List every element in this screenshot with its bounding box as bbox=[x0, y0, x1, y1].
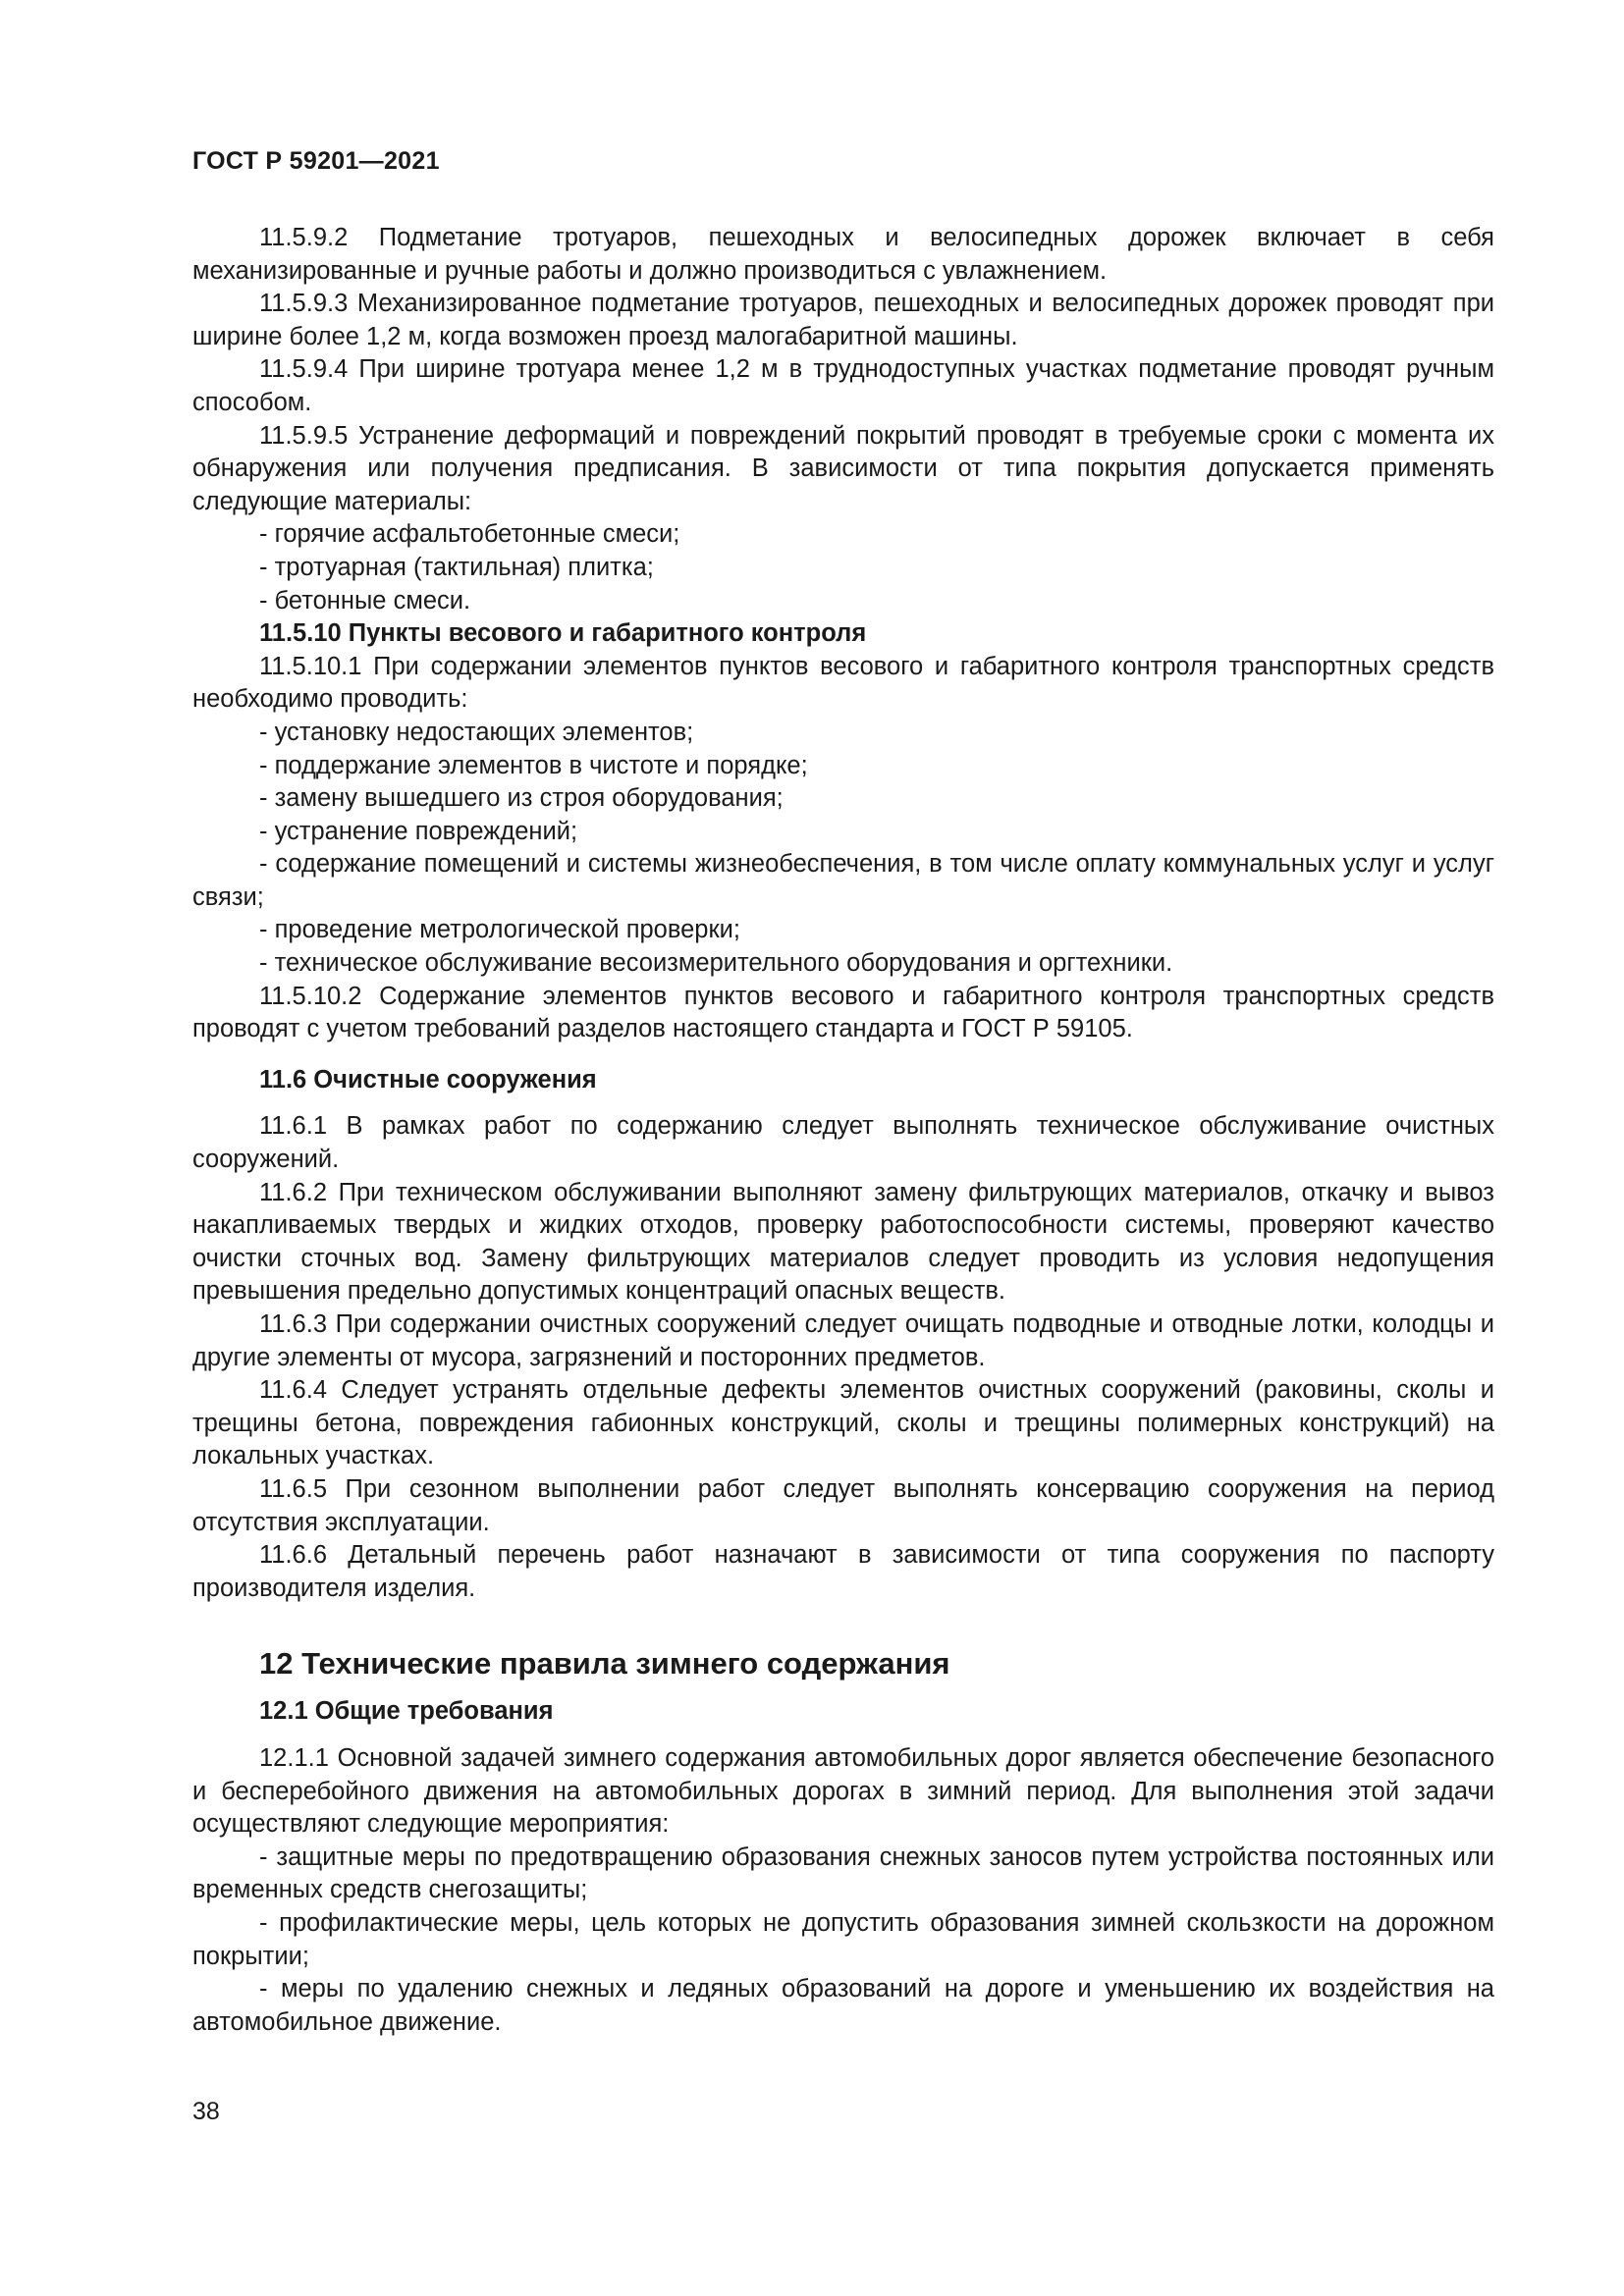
subsection-heading: 12.1 Общие требования bbox=[259, 1697, 554, 1726]
list-item: - защитные меры по предотвращению образования снежных заносов путем устройства постоянных или временных средств снегозащиты; bbox=[192, 1842, 1494, 1904]
paragraph: 11.6.4 Следует устранять отдельные дефекты элементов очистных сооружений (раковины, сколы и трещины бетона, повреждения габионных конструкций, сколы и трещины полимерных конструкций) на локальных участках. bbox=[192, 1376, 1494, 1470]
paragraph: 11.6.1 В рамках работ по содержанию следует выполнять техническое обслуживание очистных сооружений. bbox=[192, 1112, 1494, 1174]
list-item: - горячие асфальтобетонные смеси; bbox=[259, 520, 680, 549]
subsection-heading: 11.5.10 Пункты весового и габаритного контроля bbox=[259, 619, 867, 648]
paragraph: 11.5.9.2 Подметание тротуаров, пешеходных и велосипедных дорожек включает в себя механизированные и ручные работы и должно производиться с увлажнением. bbox=[192, 224, 1494, 285]
list-item: - тротуарная (тактильная) плитка; bbox=[259, 553, 654, 581]
list-item: - устранение повреждений; bbox=[259, 817, 578, 845]
list-item: - бетонные смеси. bbox=[259, 586, 471, 614]
list-item: - меры по удалению снежных и ледяных образований на дороге и уменьшению их воздействия на автомобильное движение. bbox=[192, 1975, 1494, 2036]
document-body bbox=[192, 222, 1494, 2039]
list-item: - профилактические меры, цель которых не допустить образования зимней скользкости на дорожном покрытии; bbox=[192, 1908, 1494, 1970]
paragraph: 11.5.9.3 Механизированное подметание тротуаров, пешеходных и велосипедных дорожек проводят при ширине более 1,2 м, когда возможен проезд малогабаритной машины. bbox=[192, 290, 1494, 350]
subsection-heading: 11.6 Очистные сооружения bbox=[259, 1065, 597, 1094]
paragraph: 11.6.6 Детальный перечень работ назначают в зависимости от типа сооружения по паспорту производителя изделия. bbox=[192, 1541, 1494, 1602]
paragraph: 11.6.3 При содержании очистных сооружений следует очищать подводные и отводные лотки, колодцы и другие элементы от мусора, загрязнений и посторонних предметов. bbox=[192, 1310, 1494, 1371]
page-number: 38 bbox=[192, 2098, 220, 2125]
list-item: - установку недостающих элементов; bbox=[259, 718, 694, 746]
section-heading: 12 Технические правила зимнего содержания bbox=[259, 1646, 950, 1682]
list-item: - поддержание элементов в чистоте и порядке; bbox=[259, 751, 808, 779]
list-item: - содержание помещений и системы жизнеобеспечения, в том числе оплату коммунальных услуг и услуг связи; bbox=[192, 850, 1494, 911]
list-item: - замену вышедшего из строя оборудования; bbox=[259, 784, 784, 813]
paragraph: 11.6.2 При техническом обслуживании выполняют замену фильтрующих материалов, откачку и вывоз накапливаемых твердых и жидких отходов, проверку работоспособности системы, проверяют качество очистки сточных вод. Замену фильтрующих материалов следует проводить из условия недопущения превышения предельно допустимых концентраций опасных веществ. bbox=[192, 1178, 1494, 1306]
list-item: - техническое обслуживание весоизмерительного оборудования и оргтехники. bbox=[259, 949, 1173, 978]
paragraph: 11.6.5 При сезонном выполнении работ следует выполнять консервацию сооружения на период отсутствия эксплуатации. bbox=[192, 1474, 1494, 1536]
list-item: - проведение метрологической проверки; bbox=[259, 916, 740, 944]
paragraph: 11.5.9.4 При ширине тротуара менее 1,2 м в труднодоступных участках подметание проводят ручным способом. bbox=[192, 355, 1494, 416]
paragraph: 12.1.1 Основной задачей зимнего содержания автомобильных дорог является обеспечение безопасного и бесперебойного движения на автомобильных дорогах в зимний период. Для выполнения этой задачи осуществляют следующие мероприятия: bbox=[192, 1743, 1494, 1839]
document-header: ГОСТ Р 59201—2021 bbox=[192, 147, 440, 175]
paragraph: 11.5.10.2 Содержание элементов пунктов весового и габаритного контроля транспортных средств проводят с учетом требований разделов настоящего стандарта и ГОСТ Р 59105. bbox=[192, 982, 1494, 1043]
paragraph: 11.5.9.5 Устранение деформаций и повреждений покрытий проводят в требуемые сроки с момента их обнаружения или получения предписания. В зависимости от типа покрытия допускается применять следующие материалы: bbox=[192, 421, 1494, 515]
paragraph: 11.5.10.1 При содержании элементов пунктов весового и габаритного контроля транспортных средств необходимо проводить: bbox=[192, 652, 1494, 714]
